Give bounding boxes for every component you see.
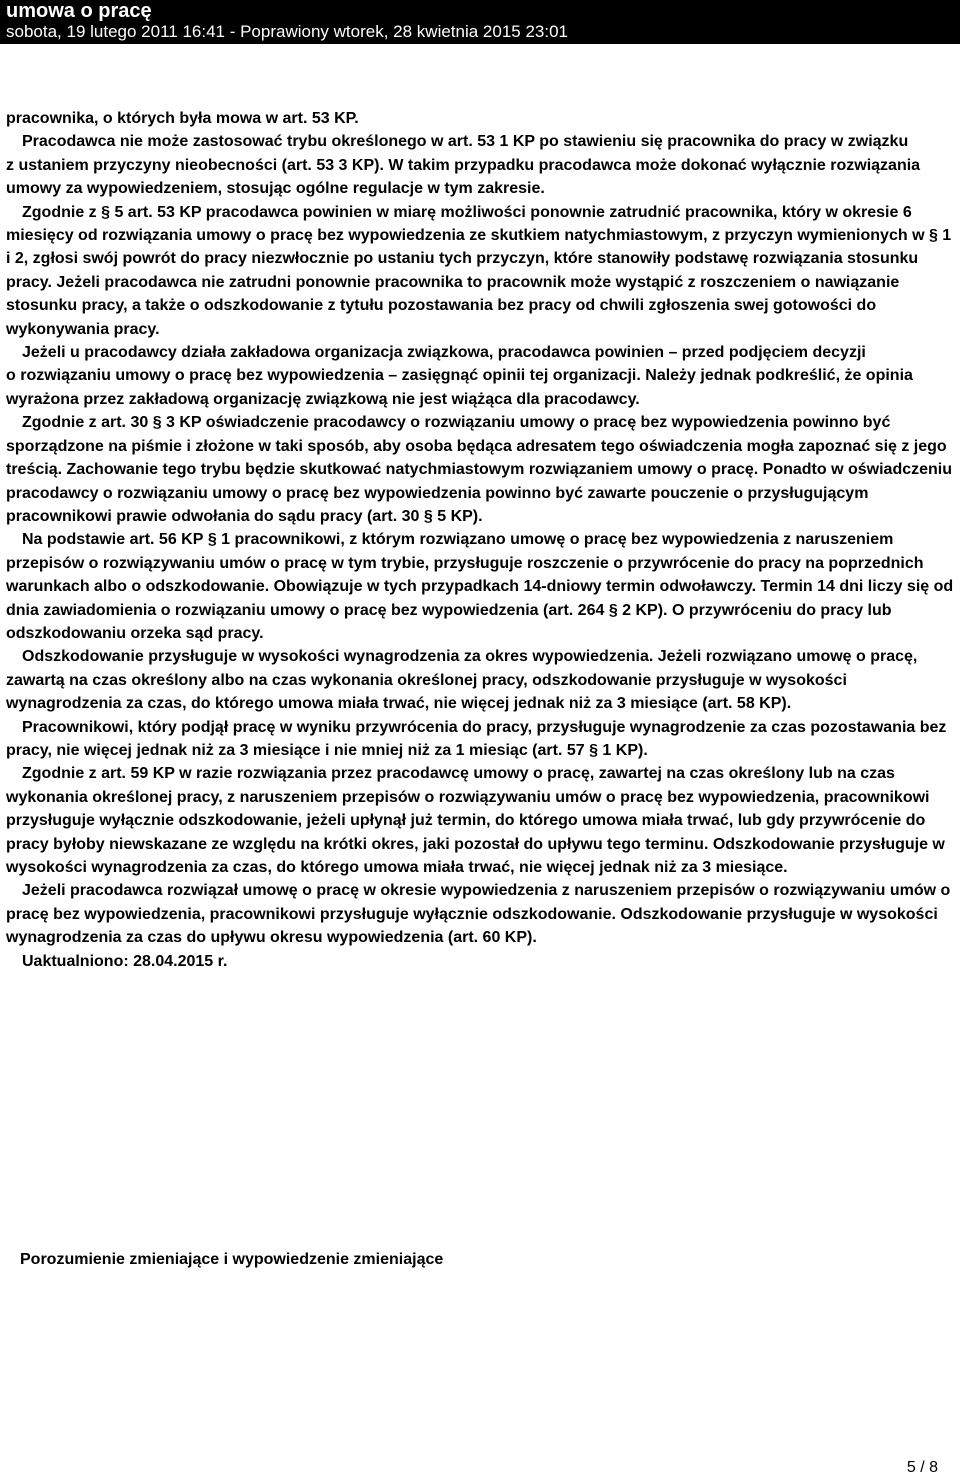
paragraph: Odszkodowanie przysługuje w wysokości wynagrodzenia za okres wypowiedzenia. Jeżeli rozwiązano umowę o pracę, zawartą na czas określony albo na czas wykonania określonej pracy, odszkodowanie przysługuje w wysokości wynagrodzenia za czas, do którego umowa miała trwać, nie więcej jednak niż za 3 miesiące (art. 58 KP). bbox=[6, 648, 918, 713]
section-heading: Porozumienie zmieniające i wypowiedzenie zmieniające bbox=[20, 1251, 444, 1268]
page-number: 5 / 8 bbox=[906, 1459, 938, 1476]
paragraph: Zgodnie z art. 59 KP w razie rozwiązania przez pracodawcę umowy o pracę, zawartej na czas określony lub na czas wykonania określonej pracy, z naruszeniem przepisów o rozwiązywaniu umów o pracę bez wypowiedzenia, pracownikowi przysługuje wyłącznie odszkodowanie, jeżeli upłynął już termin, do którego umowa miała trwać, lub gdy przywrócenie do pracy byłoby niewskazane ze względu na krótki okres, jaki pozostał do upływu tego terminu. Odszkodowanie przysługuje w wysokości wynagrodzenia za czas, do którego umowa miała trwać, nie więcej jednak niż za 3 miesiące. bbox=[6, 765, 945, 876]
update-date: Uaktualniono: 28.04.2015 r. bbox=[22, 952, 228, 970]
paragraph: Jeżeli u pracodawcy działa zakładowa organizacja związkowa, pracodawca powinien – przed podjęciem decyzji o rozwiązaniu umowy o pracę bez wypowiedzenia – zasięgnąć opinii tej organizacji. Należy jednak podkreślić, że opinia wyrażona przez zakładową organizację związkową nie jest wiążąca dla pracodawcy. bbox=[6, 344, 913, 408]
paragraph: Na podstawie art. 56 KP § 1 pracownikowi, z którym rozwiązano umowę o pracę bez wypowiedzenia z naruszeniem przepisów o rozwiązywaniu umów o pracę w tym trybie, przysługuje roszczenie o przywrócenie do pracy na poprzednich warunkach albo o odszkodowanie. Obowiązuje w tych przypadkach 14-dniowy termin odwoławczy. Termin 14 dni liczy się od dnia zawiadomienia o rozwiązaniu umowy o pracę bez wypowiedzenia (art. 264 § 2 KP). O przywróceniu do pracy lub odszkodowaniu orzeka sąd pracy. bbox=[6, 531, 954, 642]
paragraph: Pracodawca nie może zastosować trybu określonego w art. 53 1 KP po stawieniu się pracownika do pracy w związku z ustaniem przyczyny nieobecności (art. 53 3 KP). W takim przypadku pracodawca może dokonać wyłącznie rozwiązania umowy za wypowiedzeniem, stosując ogólne regulacje w tym zakresie. bbox=[6, 133, 921, 198]
paragraph: Zgodnie z § 5 art. 53 KP pracodawca powinien w miarę możliwości ponownie zatrudnić pracownika, który w okresie 6 miesięcy od rozwiązania umowy o pracę bez wypowiedzenia ze skutkiem natychmiastowym, z przyczyn wymienionych w § 1 i 2, zgłosi swój powrót do pracy niezwłocznie po ustaniu tych przyczyn, które stanowiły podstawę rozwiązania stosunku pracy. Jeżeli pracodawca nie zatrudni ponownie pracownika to pracownik może wystąpić z roszczeniem o nawiązanie stosunku pracy, a także o odszkodowanie z tytułu pozostawania bez pracy od chwili zgłoszenia swej gotowości do wykonywania pracy. bbox=[6, 203, 952, 338]
paragraph: Pracownikowi, który podjął pracę w wyniku przywrócenia do pracy, przysługuje wynagrodzenie za czas pozostawania bez pracy, nie więcej jednak niż za 3 miesiące i nie mniej niż za 1 miesiąc (art. 57 § 1 KP). bbox=[6, 718, 947, 759]
document-meta: sobota, 19 lutego 2011 16:41 - Poprawiony wtorek, 28 kwietnia 2015 23:01 bbox=[6, 22, 569, 41]
paragraph: Jeżeli pracodawca rozwiązał umowę o pracę w okresie wypowiedzenia z naruszeniem przepisów o rozwiązywaniu umów o pracę bez wypowiedzenia, pracownikowi przysługuje wyłącznie odszkodowanie. Odszkodowanie przysługuje w wysokości wynagrodzenia za czas do upływu okresu wypowiedzenia (art. 60 KP). bbox=[6, 882, 951, 947]
article-body bbox=[6, 107, 956, 973]
document-header bbox=[0, 0, 960, 44]
paragraph: Zgodnie z art. 30 § 3 KP oświadczenie pracodawcy o rozwiązaniu umowy o pracę bez wypowiedzenia powinno być sporządzone na piśmie i złożone w taki sposób, aby osoba będąca adresatem tego oświadczenia mogła zapoznać się z jego treścią. Zachowanie tego trybu będzie skutkować natychmiastowym rozwiązaniem umowy o pracę. Ponadto w oświadczeniu pracodawcy o rozwiązaniu umowy o pracę bez wypowiedzenia powinno być zawarte pouczenie o przysługującym pracownikowi prawie odwołania do sądu pracy (art. 30 § 5 KP). bbox=[6, 414, 953, 525]
paragraph: pracownika, o których była mowa w art. 53 KP. bbox=[6, 110, 359, 127]
document-title: umowa o pracę bbox=[6, 0, 152, 22]
